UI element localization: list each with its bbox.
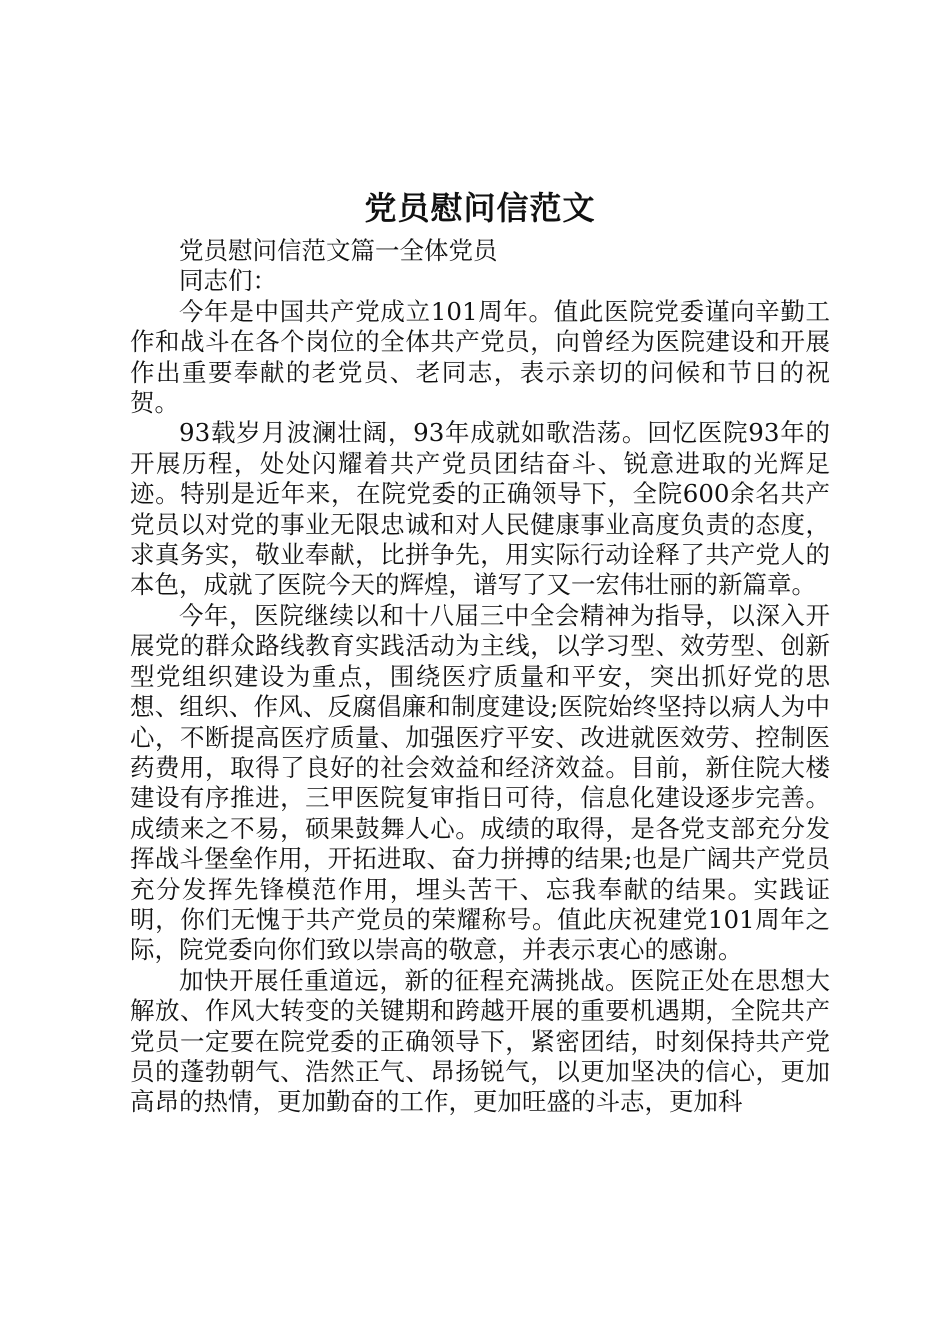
paragraph-history: 93载岁月波澜壮阔，93年成就如歌浩荡。回忆医院93年的开展历程，处处闪耀着共产党员团结奋斗、锐意进取的光辉足迹。特别是近年来，在院党委的正确领导下，全院600余名共产党员以对党的事业无限忠诚和对人民健康事业高度负责的态度，求真务实，敬业奉献，比拼争先，用实际行动诠释了共产党人的本色，成就了医院今天的辉煌，谱写了又一宏伟壮丽的新篇章。 (130, 418, 830, 600)
paragraph-achievements: 今年，医院继续以和十八届三中全会精神为指导，以深入开展党的群众路线教育实践活动为主线，以学习型、效劳型、创新型党组织建设为重点，围绕医疗质量和平安，突出抓好党的思想、组织、作风、反腐倡廉和制度建设;医院始终坚持以病人为中心，不断提高医疗质量、加强医疗平安、改进就医效劳、控制医药费用，取得了良好的社会效益和经济效益。目前，新住院大楼建设有序推进，三甲医院复审指日可待，信息化建设逐步完善。成绩来之不易，硕果鼓舞人心。成绩的取得，是各党支部充分发挥战斗堡垒作用，开拓进取、奋力拼搏的结果;也是广阔共产党员充分发挥先锋模范作用，埋头苦干、忘我奉献的结果。实践证明，你们无愧于共产党员的荣耀称号。值此庆祝建党101周年之际，院党委向你们致以崇高的敬意，并表示衷心的感谢。 (130, 600, 830, 965)
document-title: 党员慰问信范文 (364, 189, 596, 227)
paragraph-greeting: 今年是中国共产党成立101周年。值此医院党委谨向辛勤工作和战斗在各个岗位的全体共产党员，向曾经为医院建设和开展作出重要奉献的老党员、老同志，表示亲切的问候和节日的祝贺。 (130, 296, 830, 418)
paragraph-outlook: 加快开展任重道远，新的征程充满挑战。医院正处在思想大解放、作风大转变的关键期和跨越开展的重要机遇期，全院共产党员一定要在院党委的正确领导下，紧密团结，时刻保持共产党员的蓬勃朝气、浩然正气、昂扬锐气，以更加坚决的信心，更加高昂的热情，更加勤奋的工作，更加旺盛的斗志，更加科 (130, 965, 830, 1117)
paragraph-heading: 党员慰问信范文篇一全体党员 (179, 236, 498, 265)
document-page (130, 182, 830, 1118)
paragraph-salutation: 同志们： (179, 266, 277, 296)
